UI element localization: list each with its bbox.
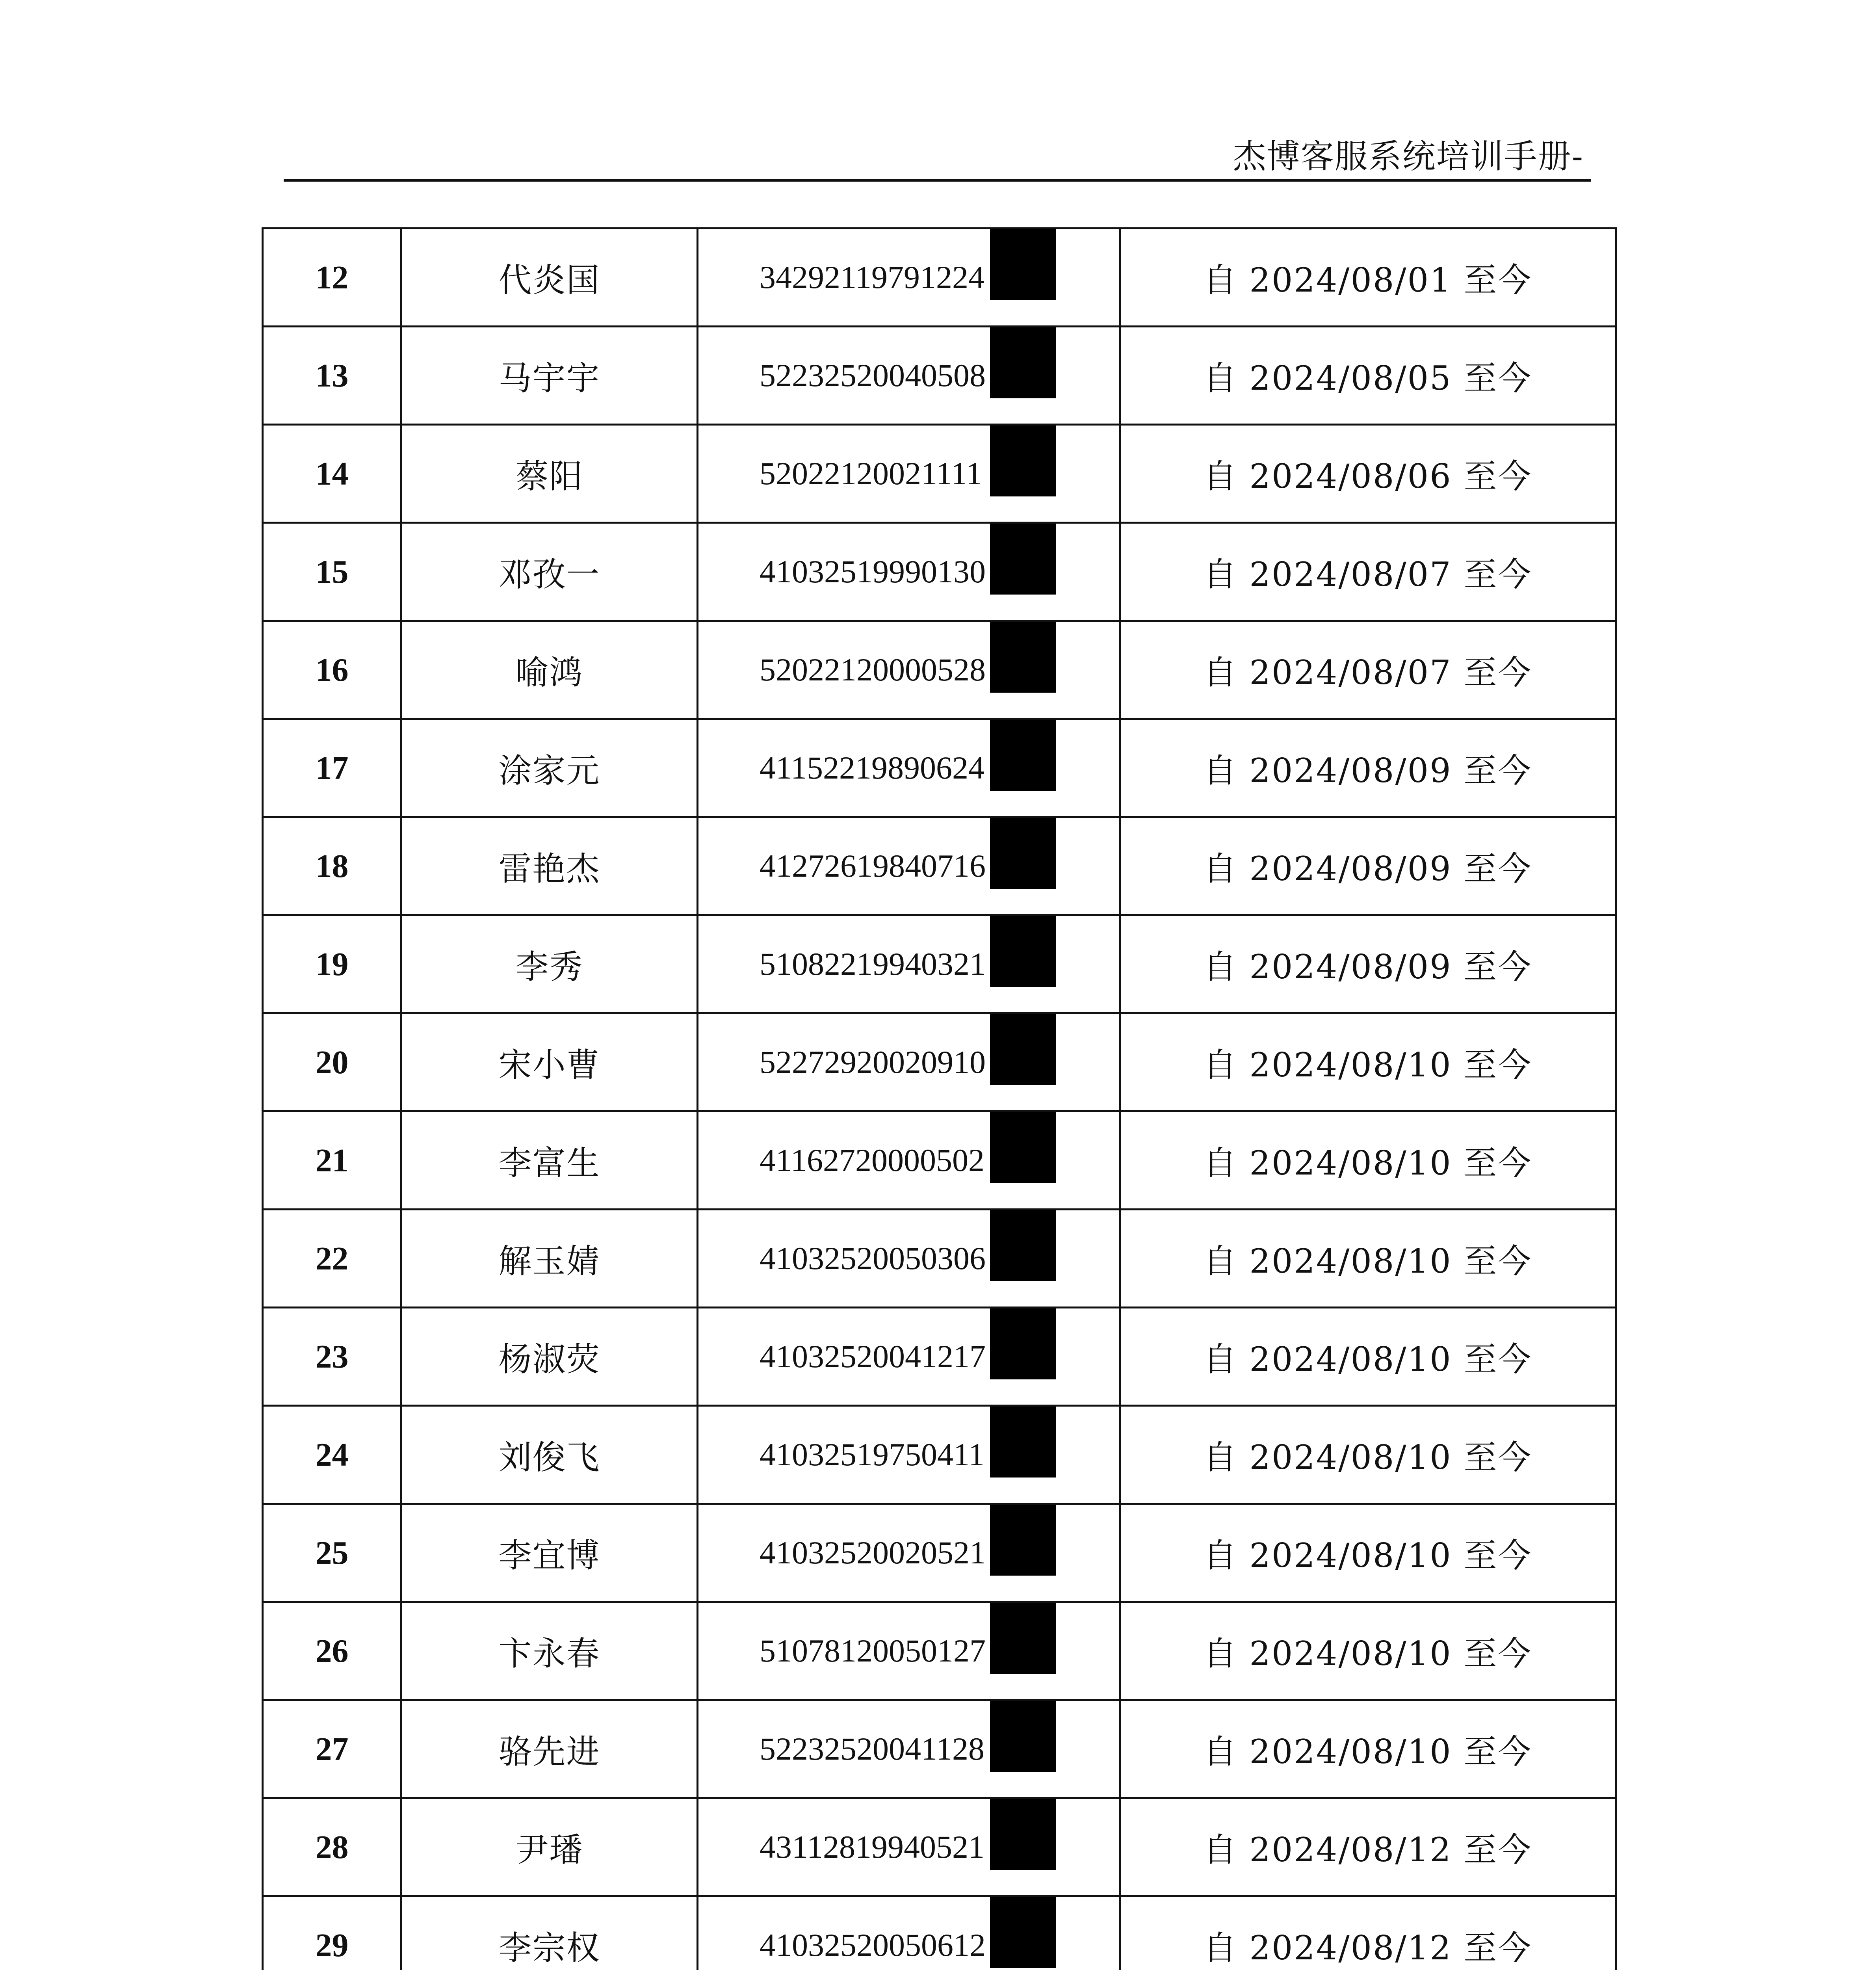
row-number: 12 <box>263 229 401 327</box>
table-row <box>263 719 1616 817</box>
id-number: 52232520041128 <box>760 1731 984 1767</box>
id-number: 52022120000528 <box>760 652 986 688</box>
table-row <box>263 1896 1616 1970</box>
employment-period: 自 2024/08/01 至今 <box>1120 229 1616 327</box>
employee-name: 李宜博 <box>401 1504 698 1602</box>
redaction-block <box>990 1308 1056 1379</box>
table-row <box>263 229 1616 327</box>
row-number: 18 <box>263 817 401 915</box>
id-number-cell <box>698 1504 1120 1602</box>
header-rule <box>284 179 1591 182</box>
employee-name: 代炎国 <box>401 229 698 327</box>
redaction-block <box>990 1603 1056 1674</box>
employment-period: 自 2024/08/10 至今 <box>1120 1700 1616 1798</box>
id-number: 52272920020910 <box>760 1044 986 1080</box>
row-number: 26 <box>263 1602 401 1700</box>
row-number: 15 <box>263 523 401 621</box>
employee-name: 宋小曹 <box>401 1013 698 1111</box>
employee-name: 蔡阳 <box>401 425 698 523</box>
table-row <box>263 1602 1616 1700</box>
employment-period: 自 2024/08/10 至今 <box>1120 1504 1616 1602</box>
redaction-block <box>990 1112 1056 1183</box>
id-number-cell <box>698 915 1120 1013</box>
id-number-cell <box>698 229 1120 327</box>
id-number: 41152219890624 <box>760 750 984 786</box>
id-number-cell <box>698 327 1120 425</box>
redaction-block <box>990 1505 1056 1576</box>
table-row <box>263 1798 1616 1896</box>
id-number-cell <box>698 621 1120 719</box>
redaction-block <box>990 229 1056 300</box>
employment-period: 自 2024/08/09 至今 <box>1120 817 1616 915</box>
employee-name: 刘俊飞 <box>401 1406 698 1504</box>
row-number: 17 <box>263 719 401 817</box>
id-number-cell <box>698 817 1120 915</box>
id-number: 41032519990130 <box>760 554 986 589</box>
id-number-cell <box>698 1896 1120 1970</box>
row-number: 27 <box>263 1700 401 1798</box>
row-number: 29 <box>263 1896 401 1970</box>
table-row <box>263 621 1616 719</box>
table-row <box>263 915 1616 1013</box>
table-row <box>263 817 1616 915</box>
employee-name: 雷艳杰 <box>401 817 698 915</box>
id-number-cell <box>698 1798 1120 1896</box>
table-row <box>263 1210 1616 1308</box>
id-number: 41032520020521 <box>760 1535 986 1570</box>
redaction-block <box>990 818 1056 889</box>
redaction-block <box>990 1210 1056 1281</box>
redaction-block <box>990 1897 1056 1968</box>
id-number: 41032519750411 <box>760 1437 984 1472</box>
employment-period: 自 2024/08/10 至今 <box>1120 1602 1616 1700</box>
employee-name: 邓孜一 <box>401 523 698 621</box>
row-number: 16 <box>263 621 401 719</box>
employment-period: 自 2024/08/12 至今 <box>1120 1896 1616 1970</box>
employment-period: 自 2024/08/12 至今 <box>1120 1798 1616 1896</box>
employee-name: 杨淑荧 <box>401 1308 698 1406</box>
redaction-block <box>990 622 1056 693</box>
employee-name: 骆先进 <box>401 1700 698 1798</box>
row-number: 19 <box>263 915 401 1013</box>
redaction-block <box>990 426 1056 496</box>
table-row <box>263 1504 1616 1602</box>
row-number: 24 <box>263 1406 401 1504</box>
employment-period: 自 2024/08/05 至今 <box>1120 327 1616 425</box>
table-row <box>263 425 1616 523</box>
table-row <box>263 1700 1616 1798</box>
redaction-block <box>990 1701 1056 1772</box>
staff-roster-table <box>262 227 1617 1970</box>
id-number-cell <box>698 1406 1120 1504</box>
id-number: 41032520050306 <box>760 1240 986 1276</box>
table-row <box>263 1308 1616 1406</box>
redaction-block <box>990 327 1056 398</box>
id-number: 41272619840716 <box>760 848 986 884</box>
id-number: 43112819940521 <box>760 1829 984 1865</box>
table-row <box>263 1013 1616 1111</box>
employee-name: 解玉婧 <box>401 1210 698 1308</box>
id-number: 41032520041217 <box>760 1338 986 1374</box>
employment-period: 自 2024/08/07 至今 <box>1120 523 1616 621</box>
row-number: 23 <box>263 1308 401 1406</box>
row-number: 20 <box>263 1013 401 1111</box>
id-number-cell <box>698 1013 1120 1111</box>
row-number: 21 <box>263 1111 401 1210</box>
id-number-cell <box>698 1210 1120 1308</box>
redaction-block <box>990 1014 1056 1085</box>
employee-name: 李秀 <box>401 915 698 1013</box>
employee-name: 喻鸿 <box>401 621 698 719</box>
id-number-cell <box>698 1700 1120 1798</box>
employee-name: 马宇宇 <box>401 327 698 425</box>
employee-name: 涂家元 <box>401 719 698 817</box>
employee-name: 尹璠 <box>401 1798 698 1896</box>
id-number: 51078120050127 <box>760 1633 986 1669</box>
employment-period: 自 2024/08/10 至今 <box>1120 1406 1616 1504</box>
row-number: 22 <box>263 1210 401 1308</box>
id-number-cell <box>698 719 1120 817</box>
redaction-block <box>990 524 1056 595</box>
id-number: 41032520050612 <box>760 1927 986 1963</box>
table-row <box>263 1111 1616 1210</box>
table-row <box>263 1406 1616 1504</box>
id-number-cell <box>698 425 1120 523</box>
employment-period: 自 2024/08/10 至今 <box>1120 1013 1616 1111</box>
table-row <box>263 523 1616 621</box>
id-number-cell <box>698 523 1120 621</box>
id-number: 52232520040508 <box>760 357 986 393</box>
redaction-block <box>990 720 1056 791</box>
id-number: 34292119791224 <box>760 259 984 295</box>
employee-name: 李宗权 <box>401 1896 698 1970</box>
header-title: 杰博客服系统培训手册- <box>1233 137 1584 176</box>
redaction-block <box>990 1407 1056 1478</box>
row-number: 14 <box>263 425 401 523</box>
id-number: 41162720000502 <box>760 1142 984 1178</box>
employment-period: 自 2024/08/10 至今 <box>1120 1210 1616 1308</box>
row-number: 28 <box>263 1798 401 1896</box>
row-number: 25 <box>263 1504 401 1602</box>
employee-name: 卞永春 <box>401 1602 698 1700</box>
row-number: 13 <box>263 327 401 425</box>
employee-name: 李富生 <box>401 1111 698 1210</box>
id-number-cell <box>698 1308 1120 1406</box>
employment-period: 自 2024/08/10 至今 <box>1120 1111 1616 1210</box>
id-number-cell <box>698 1602 1120 1700</box>
employment-period: 自 2024/08/10 至今 <box>1120 1308 1616 1406</box>
redaction-block <box>990 916 1056 987</box>
id-number: 51082219940321 <box>760 946 986 982</box>
roster-body <box>263 229 1616 1970</box>
employment-period: 自 2024/08/09 至今 <box>1120 915 1616 1013</box>
table-row <box>263 327 1616 425</box>
id-number: 52022120021111 <box>760 455 982 491</box>
redaction-block <box>990 1799 1056 1870</box>
employment-period: 自 2024/08/06 至今 <box>1120 425 1616 523</box>
employment-period: 自 2024/08/07 至今 <box>1120 621 1616 719</box>
employment-period: 自 2024/08/09 至今 <box>1120 719 1616 817</box>
id-number-cell <box>698 1111 1120 1210</box>
